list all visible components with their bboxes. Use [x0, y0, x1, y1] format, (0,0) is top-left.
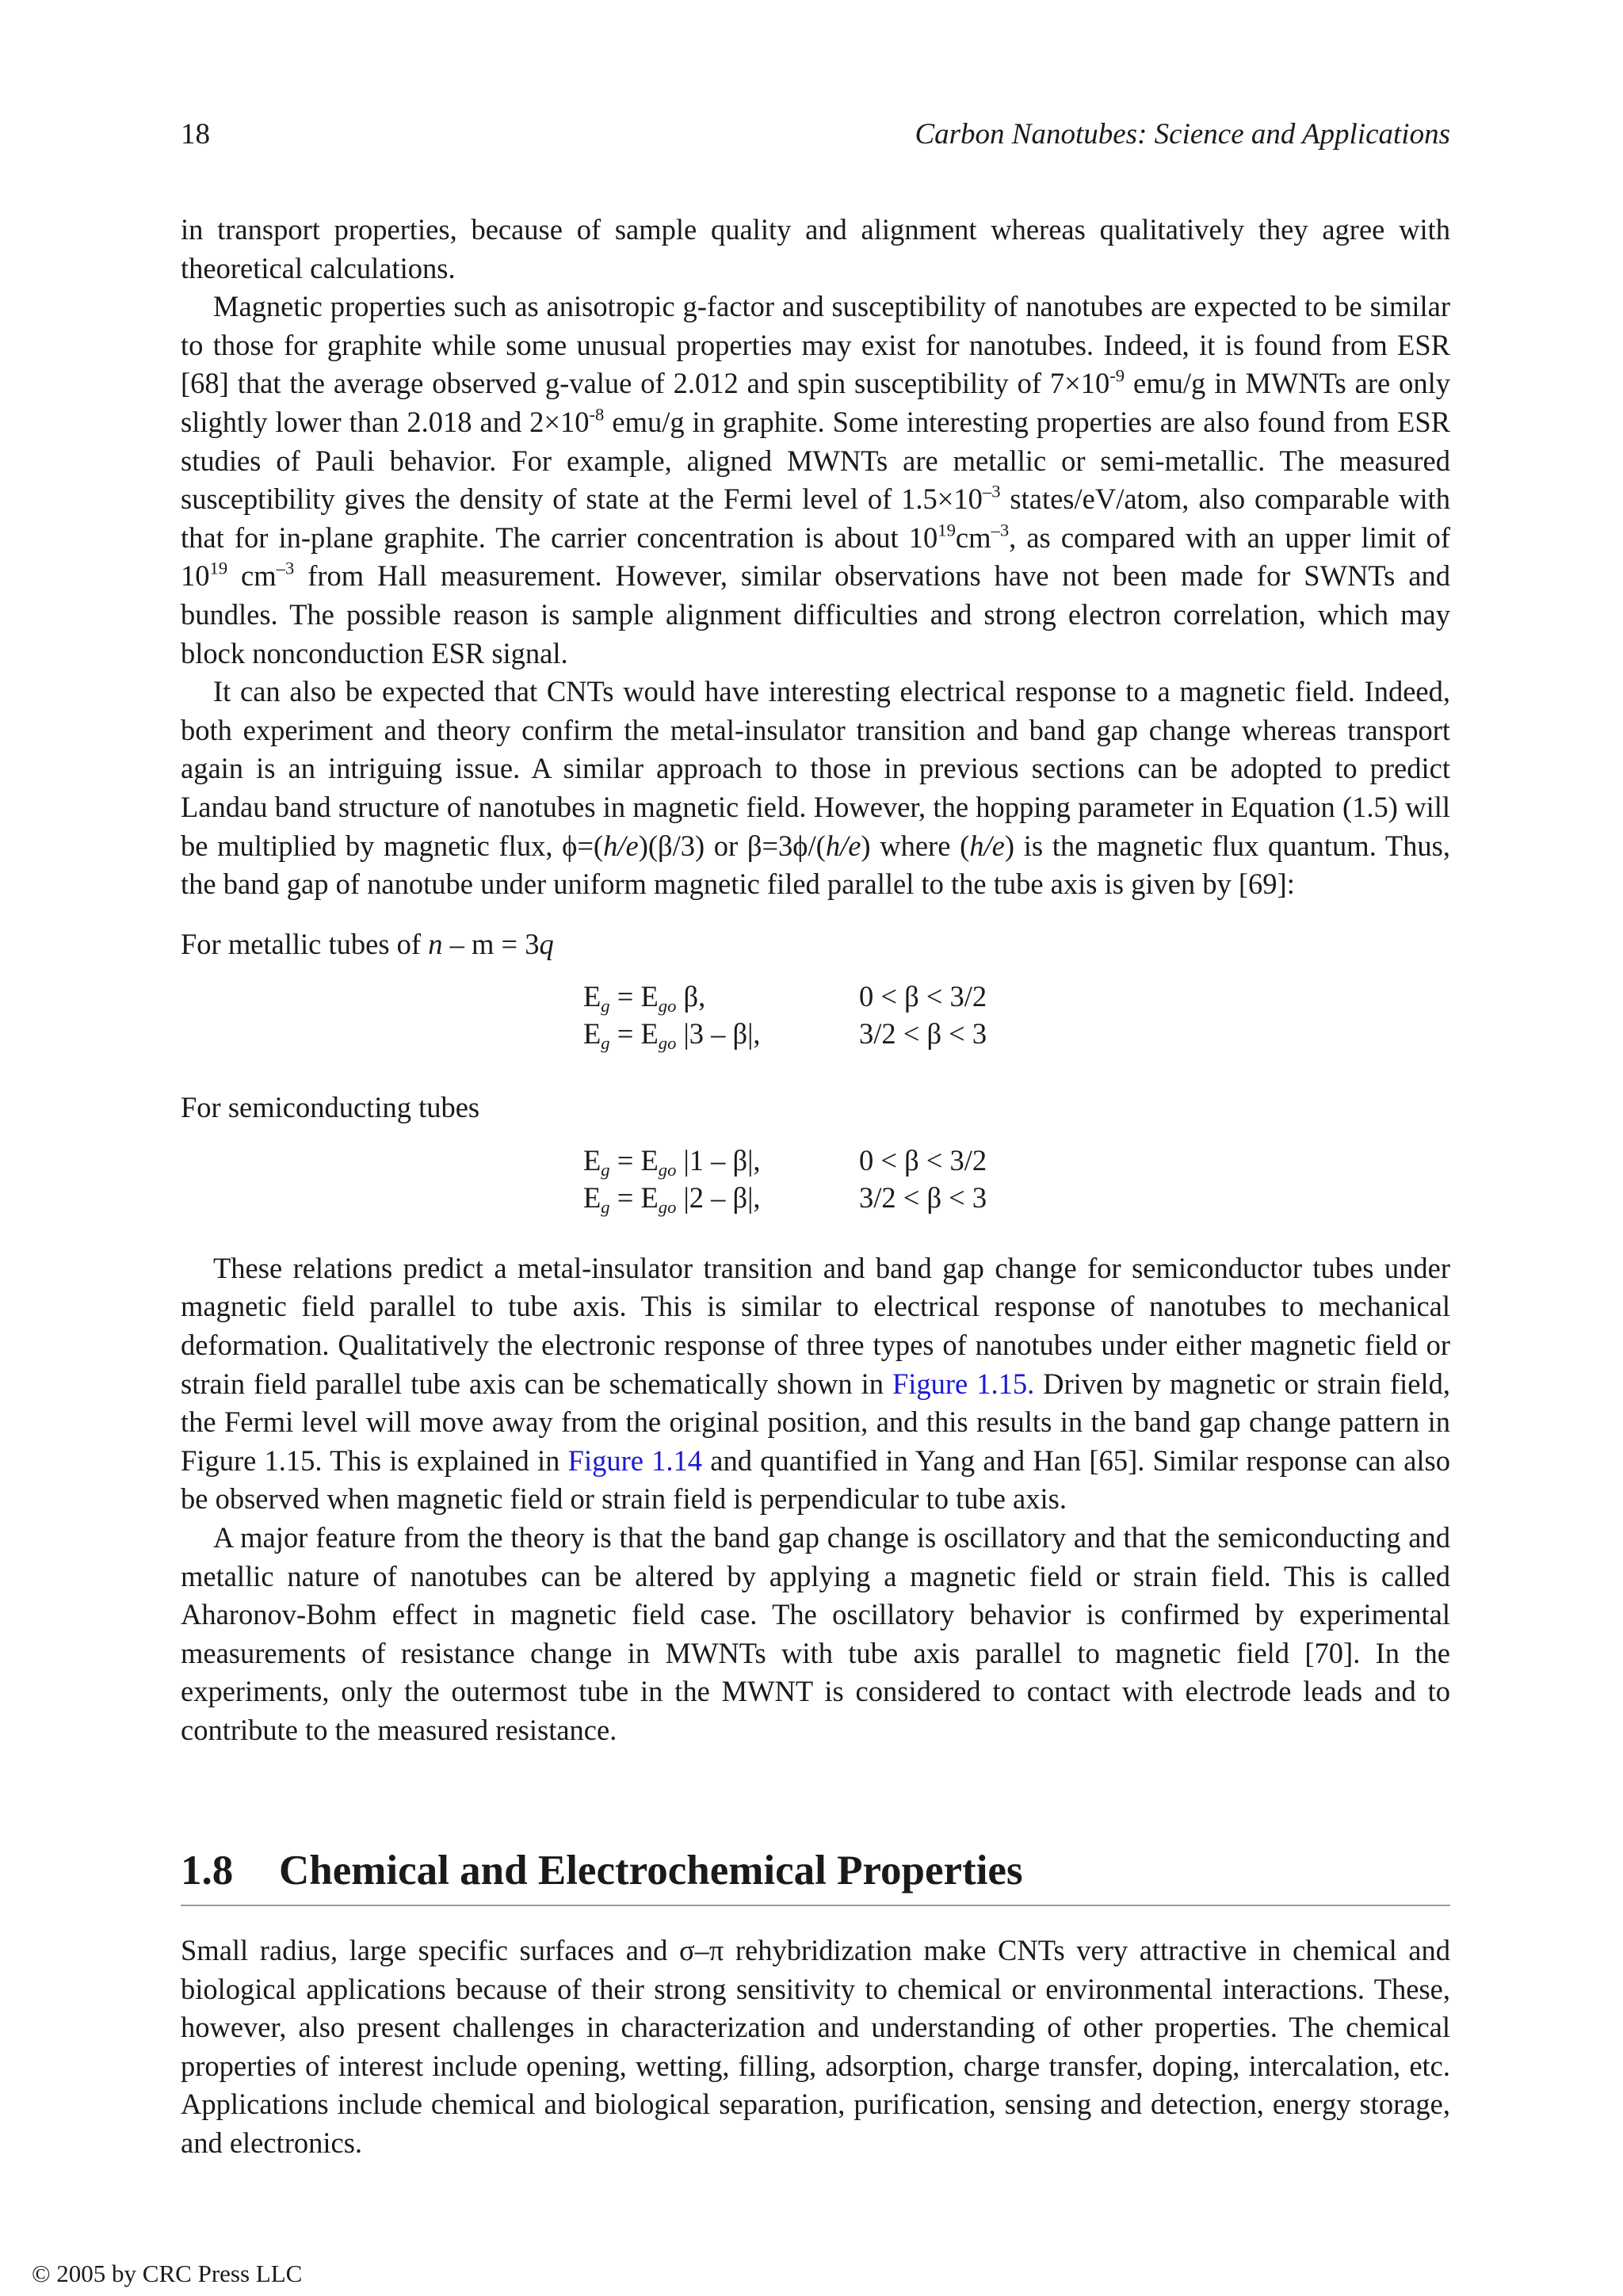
- paragraph-magnetic-properties: [181, 288, 1450, 673]
- text-run: These relations predict a metal-insulator transition and band gap change for semiconductor tubes under magnetic field parallel to tube axis. This is similar to electrical response of nanotubes to mechanical deformation. Qualitatively the electronic response of three types of nanotubes under either magnetic field or strain field parallel tube axis can be schematically shown in: [181, 1251, 1450, 1400]
- text-run: For metallic tubes of: [181, 927, 429, 960]
- figure-1-14-link[interactable]: Figure 1.14: [567, 1444, 703, 1477]
- eq-text: |2 – β|,: [676, 1180, 761, 1214]
- section-number: 1.8: [181, 1848, 234, 1894]
- paragraph-oscillatory: A major feature from the theory is that the band gap change is oscillatory and that the semiconducting and metallic nature of nanotubes can be altered by applying a magnetic field or strain field. This is called Aharonov-Bohm effect in magnetic field case. The oscillatory behavior is confirmed by experimental measurements of resistance change in MWNTs with tube axis parallel to magnetic field [70]. In the experiments, only the outermost tube in the MWNT is considered to contact with electrode leads and to contribute to the measured resistance.: [181, 1521, 1450, 1746]
- text-run: Driven by magnetic or strain field, the Fermi level will move away from the original position, and this results in the band gap change pattern in Figure 1.15. This is explained in: [181, 1367, 1451, 1477]
- metallic-tubes-label: [181, 925, 1450, 964]
- text-run: cm: [955, 521, 991, 554]
- text-run: emu/g in MWNTs are only slightly lower than 2.018 and 2×10: [181, 367, 1450, 438]
- eq-sub: go: [658, 1033, 677, 1054]
- equation-row: [583, 1142, 1450, 1179]
- paragraph-magnetic-response: [181, 673, 1450, 904]
- metallic-equations: [583, 978, 1450, 1052]
- text-run: from Hall measurement. However, similar observations have not been made for SWNTs and bundles. The possible reason is sample alignment difficulties and strong electron correlation, which may block nonconduction ESR signal.: [181, 559, 1450, 669]
- eq-text: E: [583, 1180, 601, 1214]
- equation-condition: 0 < β < 3/2: [859, 1143, 987, 1177]
- section-heading: [181, 1844, 1450, 1906]
- equation-row: [583, 978, 1450, 1015]
- eq-text: E: [583, 1143, 601, 1177]
- equation-condition: 0 < β < 3/2: [859, 980, 987, 1013]
- italic-run: q: [539, 927, 554, 960]
- eq-text: = E: [609, 1017, 659, 1051]
- copyright-notice: © 2005 by CRC Press LLC: [32, 2260, 303, 2287]
- equation: [583, 978, 859, 1015]
- text-run: and quantified in Yang and Han [65]. Similar response can also be observed when magnetic field or strain field is perpendicular to tube axis.: [181, 1444, 1450, 1516]
- superscript: -8: [589, 404, 605, 425]
- running-title: Carbon Nanotubes: Science and Applications: [915, 118, 1450, 151]
- eq-sub: go: [658, 1159, 677, 1180]
- eq-text: E: [583, 1017, 601, 1051]
- text-run: ) is the magnetic flux quantum. Thus, the band gap of nanotube under uniform magnetic filed parallel to the tube axis is given by [69]:: [181, 829, 1450, 901]
- equation: [583, 1142, 859, 1179]
- superscript: 19: [209, 558, 228, 578]
- text-run: ) where (: [861, 829, 970, 862]
- eq-sub: g: [601, 1196, 610, 1217]
- paragraph-1: in transport properties, because of sample quality and alignment whereas qualitatively they agree with theoretical calculations.: [181, 213, 1450, 284]
- semiconducting-equations: [583, 1142, 1450, 1216]
- text-run: states/eV/atom, also comparable with that for in-plane graphite. The carrier concentration is about 10: [181, 482, 1451, 554]
- eq-text: E: [583, 980, 601, 1013]
- text-run: )(β/3) or β=3ϕ/(: [638, 829, 826, 862]
- eq-sub: go: [658, 996, 677, 1016]
- section-paragraph: Small radius, large specific surfaces and σ–π rehybridization make CNTs very attractive in chemical and biological applications because of their strong sensitivity to chemical or environmental interactions. These, however, also present challenges in characterization and understanding of other properties. The chemical properties of interest include opening, wetting, filling, adsorption, charge transfer, doping, intercalation, etc. Applications include chemical and biological separation, purification, sensing and detection, energy storage, and electronics.: [181, 1934, 1450, 2159]
- superscript: –3: [276, 558, 295, 578]
- paragraph-relations: [181, 1249, 1450, 1519]
- eq-text: β,: [676, 980, 706, 1013]
- superscript: 19: [938, 520, 956, 540]
- body-text: [181, 211, 1450, 1750]
- equation: [583, 1179, 859, 1216]
- text-run: – m = 3: [442, 927, 540, 960]
- italic-run: h/e: [603, 829, 639, 862]
- text-run: Magnetic properties such as anisotropic g-factor and susceptibility of nanotubes are expected to be similar to those for graphite while some unusual properties may exist for nanotubes. Indeed, it is found from ESR [68] that the average observed g-value of 2.012 and spin susceptibility of 7×10: [181, 290, 1450, 400]
- eq-sub: g: [601, 996, 610, 1016]
- text-run: emu/g in graphite. Some interesting properties are also found from ESR studies of Pauli behavior. For example, aligned MWNTs are metallic or semi-metallic. The measured susceptibility gives the density of state at the Fermi level of 1.5×10: [181, 405, 1450, 516]
- equation-condition: 3/2 < β < 3: [859, 1017, 987, 1051]
- superscript: –3: [982, 481, 1001, 502]
- eq-sub: g: [601, 1033, 610, 1054]
- equation-row: [583, 1179, 1450, 1216]
- eq-sub: go: [658, 1196, 677, 1217]
- italic-run: n: [428, 927, 443, 960]
- text-run: , as compared with an upper limit of 10: [181, 521, 1450, 593]
- text-run: cm: [227, 559, 277, 593]
- text-run: It can also be expected that CNTs would have interesting electrical response to a magnetic field. Indeed, both experiment and theory confirm the metal-insulator transition and band gap change whereas transport again is an intriguing issue. A similar approach to those in previous sections can be adopted to predict Landau band structure of nanotubes in magnetic field. However, the hopping parameter in Equation (1.5) will be multiplied by magnetic flux, ϕ=(: [181, 675, 1450, 862]
- eq-text: = E: [609, 1143, 659, 1177]
- figure-1-15-link[interactable]: Figure 1.15.: [892, 1367, 1035, 1400]
- italic-run: h/e: [825, 829, 861, 862]
- eq-text: = E: [609, 980, 659, 1013]
- page-number: 18: [181, 118, 210, 151]
- superscript: -9: [1109, 365, 1125, 386]
- equation-condition: 3/2 < β < 3: [859, 1180, 987, 1214]
- section-title: Chemical and Electrochemical Properties: [279, 1848, 1023, 1894]
- semiconducting-tubes-label: For semiconducting tubes: [181, 1091, 480, 1124]
- eq-text: = E: [609, 1180, 659, 1214]
- eq-text: |1 – β|,: [676, 1143, 761, 1177]
- eq-text: |3 – β|,: [676, 1017, 761, 1051]
- italic-run: h/e: [969, 829, 1005, 862]
- equation-row: [583, 1015, 1450, 1052]
- superscript: –3: [991, 520, 1010, 540]
- eq-sub: g: [601, 1159, 610, 1180]
- equation: [583, 1015, 859, 1052]
